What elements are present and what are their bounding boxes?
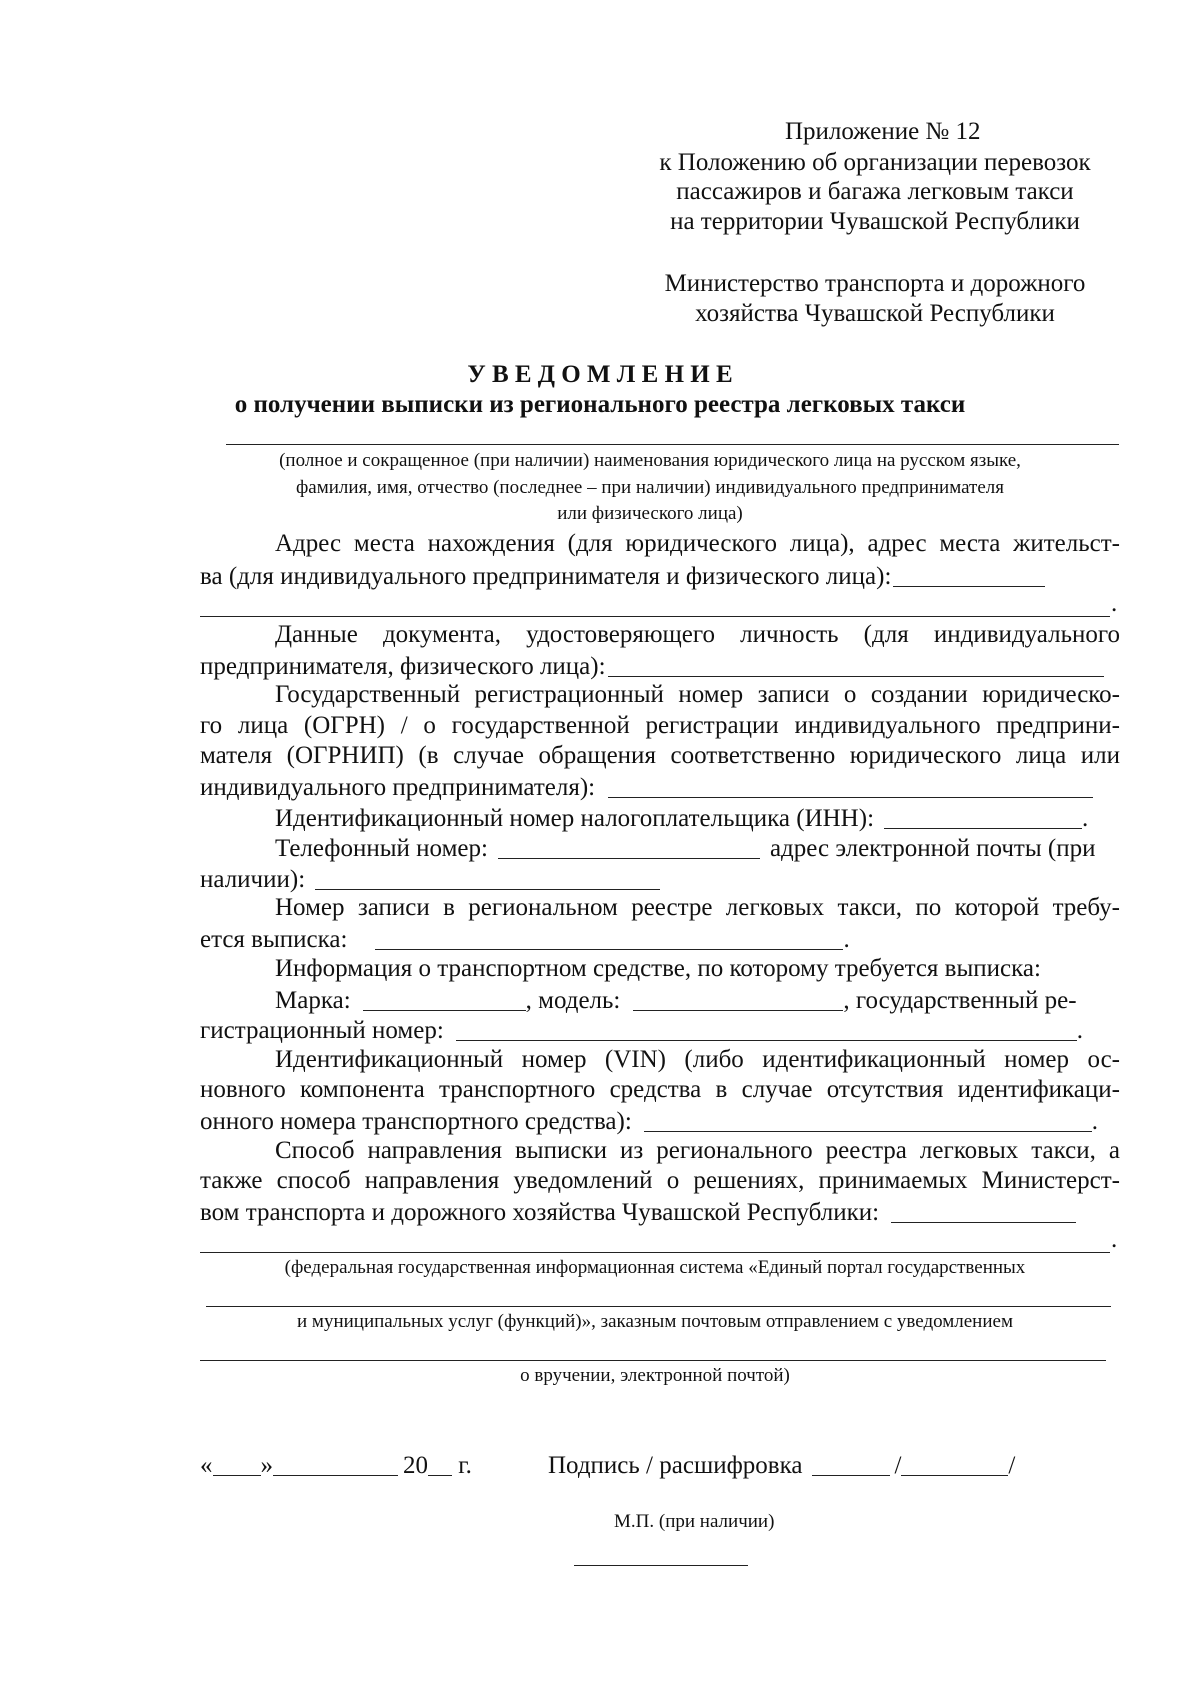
signature-line: Подпись / расшифровка / / (548, 1452, 1016, 1479)
ogrn-label-line-4: индивидуального предпринимателя): (200, 772, 1093, 802)
method-hint-line-blank-2[interactable] (200, 1360, 1106, 1361)
page-title: У В Е Д О М Л Е Н И Е (467, 361, 733, 388)
gosnum-label-a: , государственный ре- (843, 987, 1077, 1014)
phone-field[interactable] (498, 833, 760, 859)
method-label-line-3: вом транспорта и дорожного хозяйства Чувашской Республики: (200, 1197, 1076, 1227)
vin-label-line-1: Идентификационный номер (VIN) (либо идентификационный номер ос- (275, 1046, 1120, 1073)
record-label-line-2: ется выписка: . (200, 926, 850, 953)
brand-field[interactable] (363, 985, 526, 1011)
method-field-continued[interactable] (200, 1252, 1110, 1253)
name-hint-line-2: фамилия, имя, отчество (последнее – при наличии) индивидуального предпринимателя (295, 477, 1005, 498)
stamp-line (574, 1565, 748, 1566)
applicant-name-line[interactable] (226, 444, 1119, 445)
name-hint-line-3: или физического лица) (557, 503, 743, 524)
method-hint-line-1: (федеральная государственная информационная система «Единый портал государственных (284, 1257, 1026, 1278)
appendix-line-3: на территории Чувашской Республики (670, 208, 1080, 235)
address-period: . (1111, 590, 1118, 617)
appendix-number: Приложение № 12 (785, 118, 981, 145)
model-label: , модель: (525, 987, 621, 1014)
page-subtitle: о получении выписки из регионального реестра легковых такси (234, 391, 966, 418)
inn-field[interactable] (884, 803, 1082, 829)
name-hint-line-1: (полное и сокращенное (при наличии) наименования юридического лица на русском языке, (279, 450, 1021, 471)
record-period: . (843, 926, 850, 953)
method-hint-line-3: о вручении, электронной почтой) (520, 1365, 790, 1386)
vin-field[interactable] (644, 1106, 1092, 1132)
stamp-label: М.П. (при наличии) (614, 1511, 775, 1532)
vin-period: . (1091, 1108, 1099, 1135)
passport-field[interactable] (608, 651, 1104, 677)
method-field[interactable] (891, 1197, 1076, 1223)
brand-model-line (275, 985, 1077, 1015)
method-hint-line-blank-1[interactable] (206, 1306, 1111, 1307)
vehicle-label: Информация о транспортном средстве, по которому требуется выписка: (275, 955, 1041, 982)
ogrn-label-line-3: мателя (ОГРНИП) (в случае обращения соответственно юридического лица или (200, 742, 1120, 769)
model-field[interactable] (633, 985, 843, 1011)
signature-field[interactable] (812, 1450, 890, 1476)
email-field[interactable] (315, 864, 660, 890)
method-hint-line-2: и муниципальных услуг (функций)», заказным почтовым отправлением с уведомлением (297, 1311, 1013, 1332)
date-year-field[interactable] (428, 1450, 452, 1476)
ogrn-field[interactable] (608, 772, 1093, 798)
gosnum-field[interactable] (456, 1015, 1077, 1041)
record-label-line-1: Номер записи в региональном реестре легковых такси, по которой требу- (275, 894, 1120, 921)
inn-label: Идентификационный номер налогоплательщика (ИНН): . (275, 805, 1089, 832)
gosnum-label-b: гистрационный номер: . (200, 1017, 1084, 1044)
phone-label: Телефонный номер: адрес электронной почты (при (275, 835, 1096, 862)
appendix-line-1: к Положению об организации перевозок (659, 149, 1091, 176)
signature-decode-field[interactable] (901, 1450, 1008, 1476)
date-month-field[interactable] (273, 1450, 398, 1476)
method-label-line-1: Способ направления выписки из регионального реестра легковых такси, а (275, 1137, 1120, 1164)
appendix-line-2: пассажиров и багажа легковым такси (676, 178, 1074, 205)
ministry-line-1: Министерство транспорта и дорожного (664, 270, 1086, 297)
gosnum-period: . (1076, 1017, 1084, 1044)
inn-period: . (1082, 805, 1089, 832)
method-period: . (1111, 1226, 1118, 1253)
vin-label-line-2: новного компонента транспортного средства в случае отсутствия идентификаци- (200, 1076, 1120, 1103)
address-label-line-1: Адрес места нахождения (для юридического лица), адрес места жительст- (275, 530, 1120, 557)
date-line: « » 20 г. (200, 1452, 472, 1479)
date-day-field[interactable] (213, 1450, 261, 1476)
address-label-line-2: ва (для индивидуального предпринимателя и физического лица): (200, 561, 1045, 591)
method-label-line-2: также способ направления уведомлений о решениях, принимаемых Министерст- (200, 1167, 1120, 1194)
address-field[interactable] (893, 561, 1045, 587)
email-label-b: наличии): (200, 864, 660, 894)
passport-label-line-2: предпринимателя, физического лица): (200, 651, 1104, 681)
email-label-a: адрес электронной почты (при (769, 835, 1096, 862)
ogrn-label-line-1: Государственный регистрационный номер записи о создании юридическо- (275, 681, 1120, 708)
vin-label-line-3: онного номера транспортного средства): . (200, 1108, 1099, 1135)
ministry-line-2: хозяйства Чувашской Республики (695, 300, 1055, 327)
passport-label-line-1: Данные документа, удостоверяющего личность (для индивидуального (275, 621, 1120, 648)
address-field-continued[interactable] (200, 616, 1110, 617)
ogrn-label-line-2: го лица (ОГРН) / о государственной регистрации индивидуального предприни- (200, 712, 1120, 739)
record-field[interactable] (375, 924, 843, 950)
brand-label: Марка: (275, 987, 351, 1014)
